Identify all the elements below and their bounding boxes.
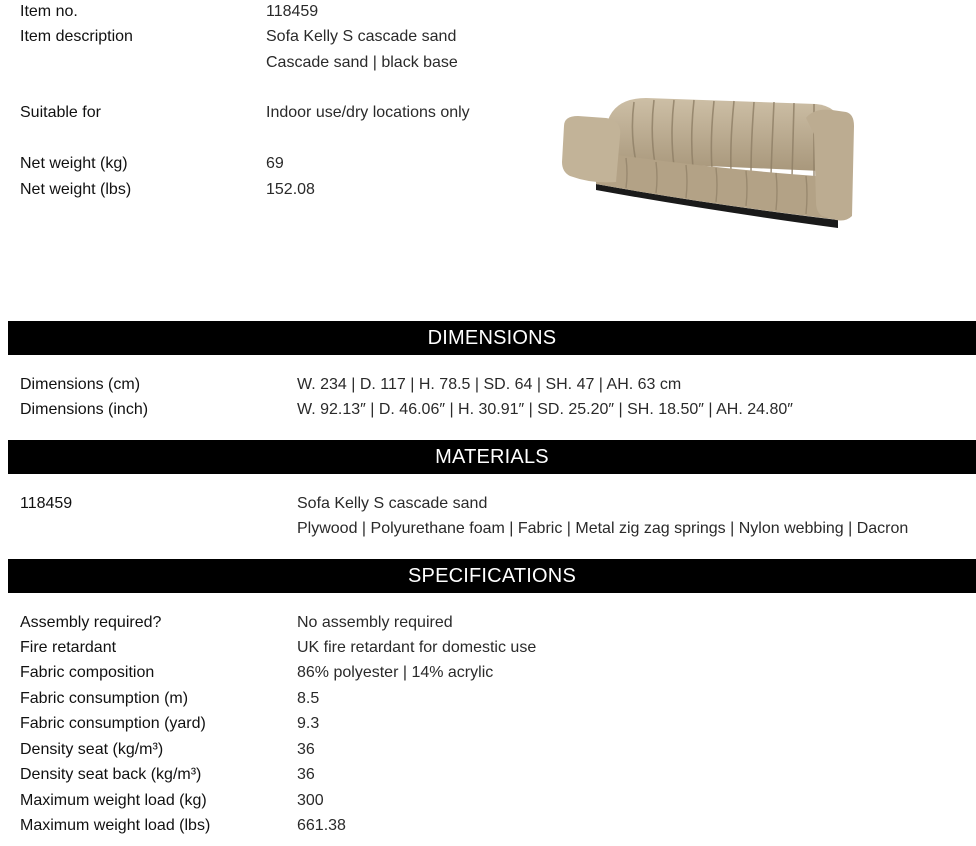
spec-value-fabric-m: 8.5 (297, 690, 320, 707)
spec-value-density-seat: 36 (297, 741, 315, 758)
item-description-line1: Sofa Kelly S cascade sand (266, 28, 457, 45)
net-weight-kg-label: Net weight (kg) (20, 155, 128, 172)
spec-value-fabric-yard: 9.3 (297, 715, 320, 732)
materials-header: MATERIALS (8, 440, 976, 474)
materials-code: 118459 (20, 495, 73, 512)
dimensions-cm-label: Dimensions (cm) (20, 376, 141, 393)
spec-value-density-back: 36 (297, 766, 315, 783)
spec-value-fire: UK fire retardant for domestic use (297, 639, 537, 656)
specifications-header: SPECIFICATIONS (8, 559, 976, 593)
spec-label-fire: Fire retardant (20, 639, 117, 656)
dimensions-inch-label: Dimensions (inch) (20, 401, 149, 418)
spec-value-max-load-kg: 300 (297, 792, 324, 809)
item-description-label: Item description (20, 28, 133, 45)
net-weight-kg-value: 69 (266, 155, 284, 172)
suitable-for-label: Suitable for (20, 104, 101, 121)
suitable-for-value: Indoor use/dry locations only (266, 104, 470, 121)
dimensions-header: DIMENSIONS (8, 321, 976, 355)
materials-list: Plywood | Polyurethane foam | Fabric | Metal zig zag springs | Nylon webbing | Dacron (297, 520, 909, 537)
spec-label-fabric-yard: Fabric consumption (yard) (20, 715, 206, 732)
item-no-value: 118459 (266, 3, 319, 20)
spec-label-density-seat: Density seat (kg/m³) (20, 741, 164, 758)
materials-name: Sofa Kelly S cascade sand (297, 495, 488, 512)
spec-value-max-load-lbs: 661.38 (297, 817, 346, 834)
spec-value-assembly: No assembly required (297, 614, 453, 631)
spec-value-fabric-composition: 86% polyester | 14% acrylic (297, 664, 494, 681)
net-weight-lbs-label: Net weight (lbs) (20, 181, 132, 198)
spec-label-max-load-kg: Maximum weight load (kg) (20, 792, 207, 809)
spec-label-max-load-lbs: Maximum weight load (lbs) (20, 817, 211, 834)
spec-label-density-back: Density seat back (kg/m³) (20, 766, 202, 783)
net-weight-lbs-value: 152.08 (266, 181, 315, 198)
spec-label-fabric-composition: Fabric composition (20, 664, 155, 681)
dimensions-inch-value: W. 92.13″ | D. 46.06″ | H. 30.91″ | SD. 25.20″ | SH. 18.50″ | AH. 24.80″ (297, 401, 793, 418)
spec-label-assembly: Assembly required? (20, 614, 162, 631)
dimensions-cm-value: W. 234 | D. 117 | H. 78.5 | SD. 64 | SH. 47 | AH. 63 cm (297, 376, 682, 393)
sofa-image (556, 92, 856, 237)
item-no-label: Item no. (20, 3, 78, 20)
item-description-line2: Cascade sand | black base (266, 54, 458, 71)
spec-label-fabric-m: Fabric consumption (m) (20, 690, 189, 707)
